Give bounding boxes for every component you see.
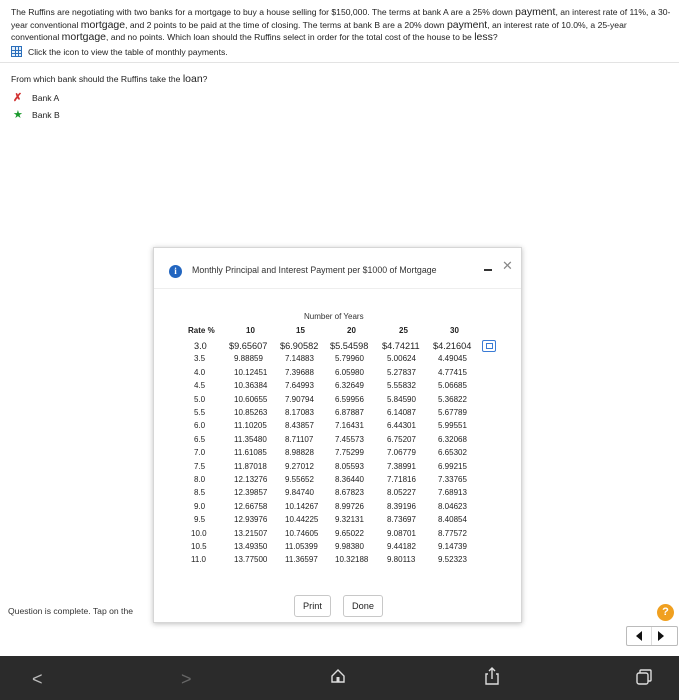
rate-cell: 4.5	[194, 381, 206, 391]
payment-cell: 7.06779	[387, 448, 416, 458]
payment-cell: 11.61085	[234, 448, 267, 458]
payment-cell: 10.32188	[335, 555, 369, 565]
pager-divider	[651, 627, 652, 645]
payment-cell: 5.55832	[387, 381, 416, 391]
table-row	[154, 448, 521, 460]
payment-cell: 10.36384	[234, 381, 268, 391]
payment-cell: 5.36822	[438, 394, 467, 404]
payment-cell: 6.75207	[387, 434, 416, 444]
table-row	[154, 368, 521, 380]
payment-cell: 13.49350	[234, 542, 268, 551]
payment-cell: 8.39196	[387, 501, 416, 511]
payment-cell: 11.05399	[285, 542, 318, 551]
rate-cell: 10.5	[191, 542, 207, 551]
payment-cell: 7.71816	[387, 475, 416, 484]
table-row	[154, 421, 521, 433]
payment-cell: 10.12451	[234, 367, 268, 377]
payment-cell: 8.05593	[335, 461, 364, 471]
payment-cell: 6.44301	[387, 421, 416, 431]
payment-cell: 13.77500	[234, 555, 268, 565]
rate-cell: 3.0	[194, 341, 207, 351]
star-icon: ★	[13, 109, 23, 121]
problem-statement: The Ruffins are negotiating with two banks for a mortgage to buy a house selling for $150,000. The terms at bank A are a 25% down payment, an interest rate of 11%, a 30-year conventional mortgage, and 2 points to be paid at the time of closing. The terms at bank B are a 20% down payment, an interest rate of 10.0%, a 25-year conventional mortgage, and no points. Which loan should the Ruffins select in order for the total cost of the house to be less?	[11, 6, 671, 43]
payment-cell: 4.77415	[438, 367, 467, 377]
dialog-title: Monthly Principal and Interest Payment per $1000 of Mortgage	[192, 265, 437, 275]
close-icon[interactable]: ✕	[502, 258, 513, 273]
rate-cell: 7.0	[194, 448, 206, 458]
table-row	[154, 408, 521, 420]
payment-cell: 7.39688	[285, 367, 314, 377]
payment-cell: 7.90794	[285, 394, 314, 404]
table-row	[154, 462, 521, 474]
x-mark-icon: ✗	[13, 92, 23, 104]
payment-cell: 8.73697	[387, 515, 416, 525]
payment-cell: 8.40854	[438, 515, 467, 525]
rate-cell: 8.0	[194, 475, 206, 484]
payment-cell: 11.10205	[234, 421, 267, 431]
payment-cell: 7.38991	[387, 461, 416, 471]
payment-cell: $4.74211	[382, 341, 420, 351]
payment-cell: 5.27837	[387, 367, 416, 377]
table-row	[154, 529, 521, 541]
table-row	[154, 555, 521, 567]
payment-cell: 9.84740	[285, 488, 314, 498]
option-bank-b[interactable]	[13, 108, 60, 121]
question-text: From which bank should the Ruffins take the loan?	[11, 73, 208, 85]
payment-cell: 9.98380	[335, 542, 364, 551]
payment-cell: 12.13276	[234, 475, 268, 484]
rate-cell: 8.5	[194, 488, 206, 498]
payment-cell: 5.99551	[438, 421, 467, 431]
payment-cell: 6.32649	[335, 381, 364, 391]
table-row	[154, 395, 521, 407]
table-row	[154, 341, 521, 353]
payment-cell: 7.33765	[438, 475, 467, 484]
payment-cell: 6.87887	[335, 408, 364, 417]
payment-cell: $9.65607	[229, 341, 268, 351]
table-row	[154, 542, 521, 554]
payment-cell: 6.99215	[438, 461, 467, 471]
payment-cell: 8.67823	[335, 488, 364, 498]
divider	[0, 62, 679, 63]
payment-cell: 8.04623	[438, 501, 467, 511]
next-arrow-icon[interactable]	[658, 631, 664, 641]
column-header: 15	[296, 326, 305, 335]
rate-cell: 4.0	[194, 367, 206, 377]
copy-table-icon[interactable]	[482, 340, 496, 352]
option-label: Bank B	[32, 109, 60, 120]
option-label: Bank A	[32, 92, 60, 103]
column-header: 10	[246, 326, 255, 335]
payment-cell: 9.27012	[285, 461, 314, 471]
rate-cell: 3.5	[194, 354, 206, 364]
payment-cell: 6.14087	[387, 408, 416, 417]
payment-cell: $6.90582	[280, 341, 319, 351]
dialog-header	[154, 248, 521, 288]
payment-cell: 8.36440	[335, 475, 364, 484]
payment-cell: 7.14883	[285, 354, 314, 364]
payment-cell: 9.52323	[438, 555, 467, 565]
payment-cell: 9.65022	[335, 528, 364, 538]
payment-cell: 7.64993	[285, 381, 314, 391]
option-bank-a[interactable]	[13, 91, 59, 104]
table-row	[154, 381, 521, 393]
dialog-separator	[154, 288, 521, 289]
done-button[interactable]: Done	[343, 595, 383, 617]
column-header: 25	[399, 326, 408, 335]
rate-cell: 6.5	[194, 434, 206, 444]
payment-cell: 5.79960	[335, 354, 364, 364]
home-icon[interactable]	[330, 668, 346, 684]
payment-cell: 5.00624	[387, 354, 416, 364]
payment-cell: 8.05227	[387, 488, 416, 498]
minimize-button[interactable]	[484, 264, 494, 274]
payment-cell: 9.14739	[438, 542, 467, 551]
print-button[interactable]: Print	[294, 595, 331, 617]
previous-arrow-icon[interactable]	[636, 631, 642, 641]
payment-cell: 10.44225	[285, 515, 319, 525]
payment-cell: 12.39857	[234, 488, 268, 498]
payment-cell: 6.65302	[438, 448, 467, 458]
payment-cell: 6.59956	[335, 394, 364, 404]
payment-cell: 5.06685	[438, 381, 467, 391]
payment-cell: 9.32131	[335, 515, 364, 525]
payment-cell: 10.60655	[234, 394, 268, 404]
payment-cell: 10.74605	[285, 528, 319, 538]
payment-cell: 8.98828	[285, 448, 314, 458]
payment-cell: $5.54598	[330, 341, 369, 351]
payment-cell: 5.84590	[387, 394, 416, 404]
help-icon[interactable]: ?	[657, 604, 674, 621]
payment-cell: 11.36597	[285, 555, 318, 565]
payment-cell: 12.93976	[234, 515, 268, 525]
view-table-label: Click the icon to view the table of monthly payments.	[28, 46, 228, 57]
payment-cell: 8.43857	[285, 421, 314, 431]
payment-cell: 4.49045	[438, 354, 467, 364]
payment-cell: 11.35480	[234, 434, 267, 444]
rate-cell: 10.0	[191, 528, 207, 538]
rate-cell: 5.5	[194, 408, 206, 417]
rate-cell: 9.5	[194, 515, 206, 525]
table-row	[154, 354, 521, 366]
payment-cell: $4.21604	[433, 341, 472, 351]
payment-cell: 8.99726	[335, 501, 364, 511]
payment-cell: 7.45573	[335, 434, 364, 444]
back-icon[interactable]: <	[32, 669, 43, 689]
browser-toolbar	[0, 656, 679, 700]
rate-cell: 11.0	[191, 555, 206, 565]
payment-cell: 13.21507	[234, 528, 268, 538]
rate-header: Rate %	[188, 326, 215, 335]
payment-cell: 12.66758	[234, 501, 268, 511]
pager	[626, 626, 678, 646]
status-text: Question is complete. Tap on the	[8, 606, 134, 616]
column-header: 30	[450, 326, 459, 335]
payment-cell: 10.14267	[285, 501, 319, 511]
payment-cell: 8.77572	[438, 528, 467, 538]
payment-table-dialog	[153, 247, 522, 623]
column-header: 20	[347, 326, 356, 335]
payment-cell: 11.87018	[234, 461, 267, 471]
rate-cell: 6.0	[194, 421, 206, 431]
share-icon[interactable]	[484, 666, 500, 686]
payment-cell: 8.71107	[285, 434, 314, 444]
forward-icon[interactable]: >	[181, 669, 192, 689]
payment-cell: 6.05980	[335, 367, 364, 377]
rate-cell: 9.0	[194, 501, 206, 511]
rate-cell: 5.0	[194, 394, 206, 404]
table-icon[interactable]	[11, 46, 22, 57]
payment-cell: 7.16431	[335, 421, 364, 431]
payment-cell: 9.08701	[387, 528, 416, 538]
payment-cell: 7.75299	[335, 448, 364, 458]
table-row	[154, 502, 521, 514]
payment-cell: 5.67789	[438, 408, 467, 417]
payment-cell: 6.32068	[438, 434, 467, 444]
table-row	[154, 435, 521, 447]
payment-cell: 8.17083	[285, 408, 314, 417]
payment-cell: 10.85263	[234, 408, 268, 417]
payment-cell: 9.88859	[234, 354, 263, 364]
payment-cell: 7.68913	[438, 488, 467, 498]
table-row	[154, 488, 521, 500]
rate-cell: 7.5	[194, 461, 206, 471]
table-row	[154, 475, 521, 487]
view-table-link[interactable]	[11, 46, 228, 57]
table-row	[154, 515, 521, 527]
payment-cell: 9.80113	[387, 555, 416, 565]
tabs-icon[interactable]	[636, 669, 652, 685]
payment-cell: 9.44182	[387, 542, 416, 551]
payment-cell: 9.55652	[285, 475, 314, 484]
info-icon: i	[169, 265, 182, 278]
years-header: Number of Years	[304, 312, 364, 321]
